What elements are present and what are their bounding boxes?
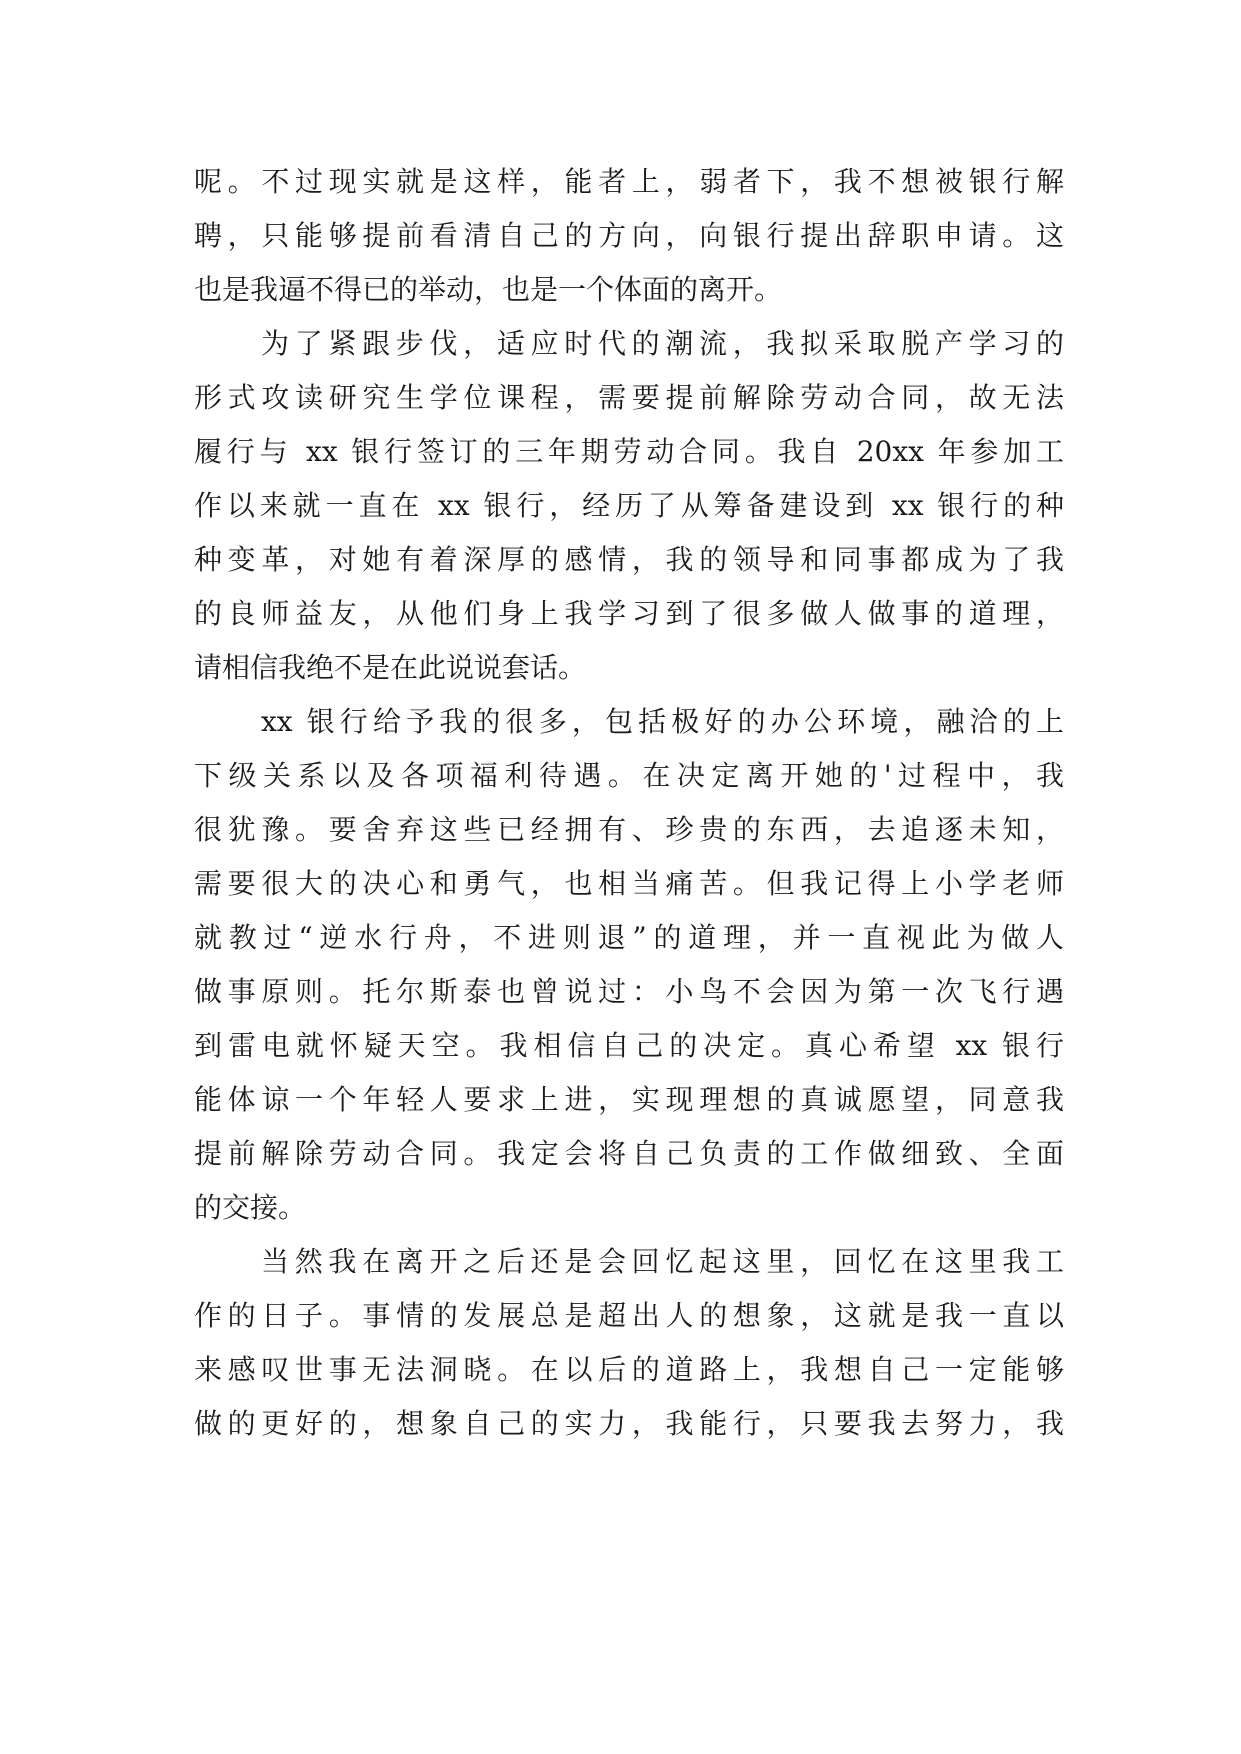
text-line: 作的日子。事情的发展总是超出人的想象，这就是我一直以	[194, 1299, 1064, 1332]
text-line: 形式攻读研究生学位课程，需要提前解除劳动合同，故无法	[194, 381, 1064, 414]
text-line: 就教过“逆水行舟，不进则退”的道理，并一直视此为做人	[194, 921, 1064, 954]
text-line: 很犹豫。要舍弃这些已经拥有、珍贵的东西，去追逐未知，	[194, 813, 1064, 846]
text-line: 种变革，对她有着深厚的感情，我的领导和同事都成为了我	[194, 543, 1064, 576]
document-body-text	[194, 155, 1064, 1451]
text-line: 提前解除劳动合同。我定会将自己负责的工作做细致、全面	[194, 1137, 1064, 1170]
text-line: 下级关系以及各项福利待遇。在决定离开她的'过程中，我	[194, 759, 1064, 792]
text-line: 为了紧跟步伐，适应时代的潮流，我拟采取脱产学习的	[261, 327, 1064, 360]
text-line: 做的更好的，想象自己的实力，我能行，只要我去努力，我	[194, 1407, 1064, 1440]
text-line: 聘，只能够提前看清自己的方向，向银行提出辞职申请。这	[194, 219, 1064, 252]
text-line: 作以来就一直在 xx 银行，经历了从筹备建设到 xx 银行的种	[194, 489, 1064, 522]
text-line: 的良师益友，从他们身上我学习到了很多做人做事的道理，	[194, 597, 1064, 630]
text-line: 请相信我绝不是在此说说套话。	[194, 651, 587, 684]
text-line: 履行与 xx 银行签订的三年期劳动合同。我自 20xx 年参加工	[194, 435, 1064, 468]
text-line: 到雷电就怀疑天空。我相信自己的决定。真心希望 xx 银行	[194, 1029, 1064, 1062]
text-line: 来感叹世事无法洞晓。在以后的道路上，我想自己一定能够	[194, 1353, 1064, 1386]
text-line: 也是我逼不得已的举动，也是一个体面的离开。	[194, 273, 783, 306]
text-line: xx 银行给予我的很多，包括极好的办公环境，融洽的上	[261, 705, 1064, 738]
text-line: 能体谅一个年轻人要求上进，实现理想的真诚愿望，同意我	[194, 1083, 1064, 1116]
text-line: 做事原则。托尔斯泰也曾说过：小鸟不会因为第一次飞行遇	[194, 975, 1064, 1008]
text-line: 的交接。	[194, 1191, 307, 1224]
text-line: 当然我在离开之后还是会回忆起这里，回忆在这里我工	[261, 1245, 1064, 1278]
text-line: 呢。不过现实就是这样，能者上，弱者下，我不想被银行解	[194, 165, 1064, 198]
text-line: 需要很大的决心和勇气，也相当痛苦。但我记得上小学老师	[194, 867, 1064, 900]
